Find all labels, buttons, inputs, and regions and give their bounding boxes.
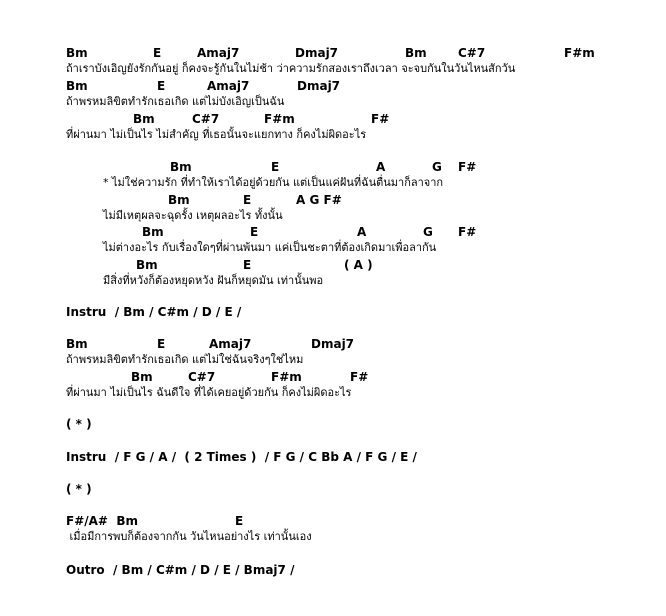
chord-label: ( A ) <box>344 258 373 272</box>
chord-label: F# <box>458 160 477 174</box>
chord-label: F# <box>371 112 390 126</box>
lyric-text: ถ้าเราบังเอิญยังรักกันอยู่ ก็คงจะรู้กันในไม่ช้า ว่าความรักสองเราถึงเวลา จะจบกันในวันไหนสักวัน <box>66 62 516 75</box>
chord-label: Bm <box>168 193 190 207</box>
chord-line <box>0 481 666 497</box>
chord-label: Bm <box>405 46 427 60</box>
chord-label: Bm <box>142 225 164 239</box>
lyric-text: ไม่มีเหตุผลจะฉุดรั้ง เหตุผลอะไร ทั้งนั้น <box>103 209 283 222</box>
chord-line <box>0 449 666 465</box>
chord-label: G <box>432 160 442 174</box>
chord-label: Bm <box>170 160 192 174</box>
lyric-line <box>0 94 666 110</box>
chord-label: Dmaj7 <box>297 79 341 93</box>
chord-line <box>0 336 666 352</box>
lyric-line <box>0 61 666 77</box>
chord-label: Amaj7 <box>209 337 252 351</box>
lyric-text: ที่ผ่านมา ไม่เป็นไร ฉันดีใจ ที่ได้เคยอยู่ด้วยกัน ก็คงไม่ผิดอะไร <box>66 386 352 399</box>
chord-label: E <box>153 46 162 60</box>
chord-label: C#7 <box>458 46 486 60</box>
chord-label: F#m <box>564 46 595 60</box>
chord-label: Bm <box>66 337 88 351</box>
chord-label: F#/A# Bm <box>66 514 138 528</box>
chord-label: Dmaj7 <box>295 46 339 60</box>
chord-line <box>0 513 666 529</box>
chord-label: E <box>243 193 252 207</box>
chord-line <box>0 45 666 61</box>
chord-label: Bm <box>133 112 155 126</box>
chord-line <box>0 78 666 94</box>
lyric-line <box>0 175 666 191</box>
chord-line <box>0 224 666 240</box>
lyric-line <box>0 385 666 401</box>
chord-label: A <box>376 160 386 174</box>
lyric-line <box>0 273 666 289</box>
lyric-text: ถ้าพรหมลิขิตทำรักเธอเกิด แต่ไม่บังเอิญเป็นฉัน <box>66 95 285 108</box>
chord-label: A G F# <box>296 193 342 207</box>
lyric-line <box>0 208 666 224</box>
chord-label: Amaj7 <box>197 46 240 60</box>
lyric-line <box>0 240 666 256</box>
chord-line <box>0 416 666 432</box>
chord-label: F#m <box>271 370 302 384</box>
chord-label: Bm <box>131 370 153 384</box>
lyric-text: มีสิ่งที่หวังก็ต้องหยุดหวัง ฝันก็หยุดมัน เท่านั้นพอ <box>103 274 324 287</box>
chord-label: ( * ) <box>66 417 92 431</box>
lyric-text: ไม่ต่างอะไร กับเรื่องใดๆที่ผ่านพ้นมา แค่เป็นชะตาที่ต้องเกิดมาเพื่อลากัน <box>103 241 437 254</box>
chord-label: F# <box>458 225 477 239</box>
chord-label: C#7 <box>188 370 216 384</box>
chord-label: F#m <box>264 112 295 126</box>
chord-line <box>0 562 666 578</box>
chord-label: A <box>357 225 367 239</box>
chord-label: Outro / Bm / C#m / D / E / Bmaj7 / <box>66 563 295 577</box>
chord-label: E <box>250 225 259 239</box>
chord-label: Instru / F G / A / ( 2 Times ) / F G / C Bb A / F G / E / <box>66 450 417 464</box>
chord-label: Bm <box>66 46 88 60</box>
chord-label: E <box>157 79 166 93</box>
chord-label: Bm <box>66 79 88 93</box>
chord-label: C#7 <box>192 112 220 126</box>
chord-line <box>0 369 666 385</box>
chord-label: E <box>271 160 280 174</box>
lyric-line <box>0 529 666 545</box>
chord-line <box>0 111 666 127</box>
lyric-text: เมื่อมีการพบก็ต้องจากกัน วันไหนอย่างไร เท่านั้นเอง <box>66 530 312 543</box>
chord-label: F# <box>350 370 369 384</box>
chord-label: Dmaj7 <box>311 337 355 351</box>
chord-label: Amaj7 <box>207 79 250 93</box>
chord-line <box>0 304 666 320</box>
chord-label: Bm <box>136 258 158 272</box>
chord-line <box>0 192 666 208</box>
chord-line <box>0 159 666 175</box>
lyric-line <box>0 352 666 368</box>
chord-label: E <box>235 514 244 528</box>
chord-label: Instru / Bm / C#m / D / E / <box>66 305 242 319</box>
chord-line <box>0 257 666 273</box>
lyric-text: ถ้าพรหมลิขิตทำรักเธอเกิด แต่ไม่ใช่ฉันจริงๆใช่ไหม <box>66 353 304 366</box>
chord-label: E <box>243 258 252 272</box>
chord-label: ( * ) <box>66 482 92 496</box>
lyric-text: ที่ผ่านมา ไม่เป็นไร ไม่สำคัญ ที่เธอนั้นจะแยกทาง ก็คงไม่ผิดอะไร <box>66 128 367 141</box>
lyric-text: * ไม่ใช่ความรัก ที่ทำให้เราได้อยู่ด้วยกัน แต่เป็นแค่ฝันที่ฉันตื่นมาก็ลาจาก <box>103 176 444 189</box>
chord-label: G <box>423 225 433 239</box>
lyric-line <box>0 127 666 143</box>
chord-label: E <box>157 337 166 351</box>
